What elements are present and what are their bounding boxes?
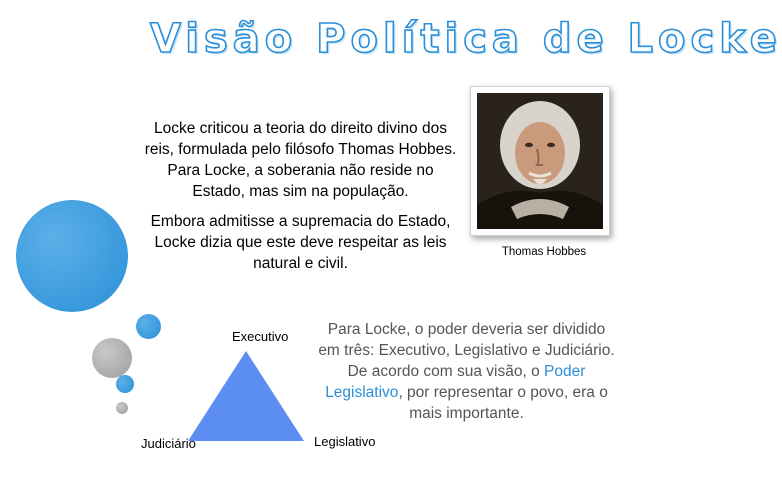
triangle-label-legislativo: Legislativo xyxy=(314,434,376,449)
decor-circle-small xyxy=(116,375,134,393)
decor-circle-large xyxy=(16,200,128,312)
powers-triangle xyxy=(186,349,306,443)
portrait-image xyxy=(477,93,603,229)
p3-text-after: , por representar o povo, era o mais importante. xyxy=(398,384,608,422)
paragraph-separation-of-powers xyxy=(315,319,618,424)
triangle-label-executivo: Executivo xyxy=(232,329,289,344)
decor-circle-medium xyxy=(136,314,161,339)
p3-text-before: Para Locke, o poder deveria ser dividido em três: Executivo, Legislativo e Judiciário. De acordo com sua visão, o xyxy=(318,321,615,380)
triangle-label-judiciario: Judiciário xyxy=(141,436,196,451)
decor-circle-gray-large xyxy=(92,338,132,378)
paragraph-state-supremacy: Embora admitisse a supremacia do Estado, Locke dizia que este deve respeitar as leis natural e civil. xyxy=(150,213,451,272)
p3-highlight-legislative-power: Poder Legislativo xyxy=(325,363,586,401)
paragraph-hobbes-critique: Locke criticou a teoria do direito divino dos reis, formulada pelo filósofo Thomas Hobbes. Para Locke, a soberania não reside no Estado, mas sim na população. xyxy=(144,120,457,200)
hobbes-portrait xyxy=(470,86,610,236)
decor-circle-gray-small xyxy=(116,402,128,414)
portrait-caption: Thomas Hobbes xyxy=(501,246,587,258)
slide-title: Visão Política de Locke xyxy=(150,16,782,62)
